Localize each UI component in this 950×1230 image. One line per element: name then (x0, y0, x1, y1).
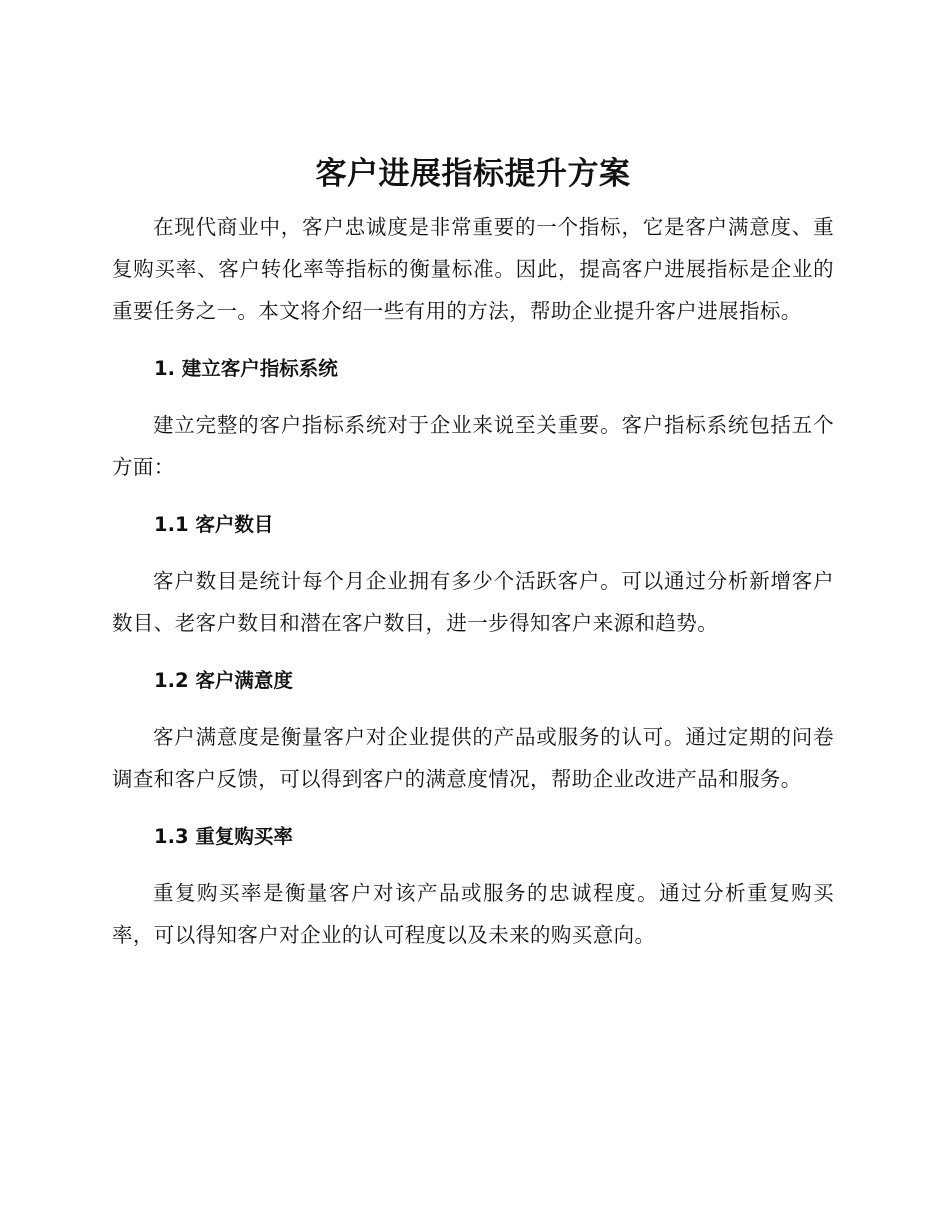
section-heading: 1.2 客户满意度 (154, 669, 293, 692)
section-heading: 1.3 重复购买率 (154, 825, 293, 848)
intro-paragraph: 在现代商业中，客户忠诚度是非常重要的一个指标，它是客户满意度、重复购买率、客户转化率等指标的衡量标准。因此，提高客户进展指标是企业的重要任务之一。本文将介绍一些有用的方法，帮助企业提升客户进展指标。 (112, 215, 834, 323)
section-heading: 1.1 客户数目 (154, 513, 274, 536)
section-paragraph: 建立完整的客户指标系统对于企业来说至关重要。客户指标系统包括五个方面： (112, 413, 834, 479)
section-1-3 (112, 816, 834, 956)
section-1 (112, 348, 834, 488)
section-paragraph: 客户数目是统计每个月企业拥有多少个活跃客户。可以通过分析新增客户数目、老客户数目和潜在客户数目，进一步得知客户来源和趋势。 (112, 569, 834, 635)
document-title: 客户进展指标提升方案 (315, 156, 631, 192)
section-heading: 1. 建立客户指标系统 (154, 357, 338, 380)
section-1-1 (112, 504, 834, 644)
document-page (112, 148, 834, 956)
section-1-2 (112, 660, 834, 800)
section-paragraph: 客户满意度是衡量客户对企业提供的产品或服务的认可。通过定期的问卷调查和客户反馈，可以得到客户的满意度情况，帮助企业改进产品和服务。 (112, 725, 834, 791)
section-paragraph: 重复购买率是衡量客户对该产品或服务的忠诚程度。通过分析重复购买率，可以得知客户对企业的认可程度以及未来的购买意向。 (112, 881, 834, 947)
